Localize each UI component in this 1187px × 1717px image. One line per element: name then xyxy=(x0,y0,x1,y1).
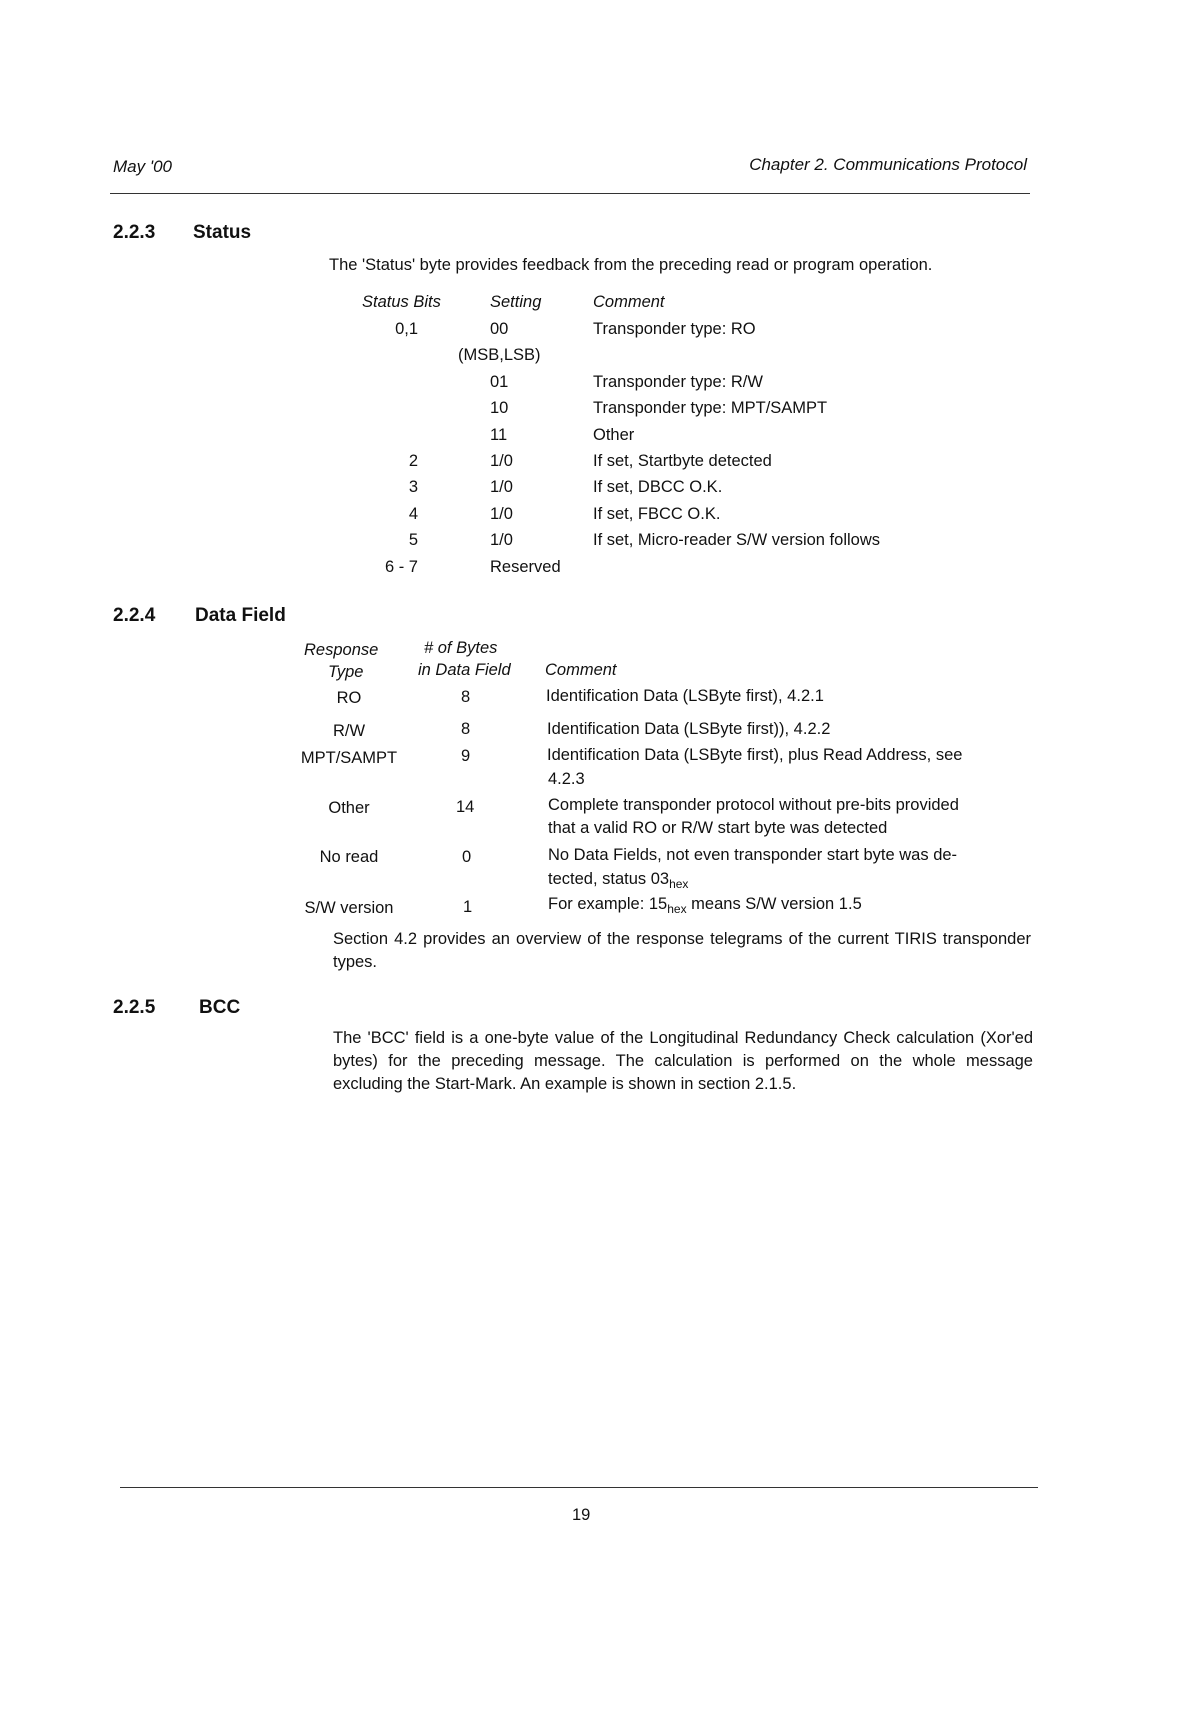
df-row-bytes: 9 xyxy=(461,747,471,765)
df-row-comment: Identification Data (LSByte first), plus Read Address, see xyxy=(547,746,963,764)
status-row-bits: 2 xyxy=(408,452,418,470)
df-row-type: Other xyxy=(328,799,370,817)
data-field-note: Section 4.2 provides an overview of the response telegrams of the current TIRIS transponder types. xyxy=(333,930,1031,971)
status-row-setting: 1/0 xyxy=(490,531,513,549)
status-row-setting: 1/0 xyxy=(490,452,513,470)
status-row-comment: If set, DBCC O.K. xyxy=(593,478,723,496)
header-date: May '00 xyxy=(113,157,172,176)
status-row-comment: Transponder type: RO xyxy=(593,320,756,338)
df-comment-subscript: hex xyxy=(667,902,687,916)
df-row-comment xyxy=(548,894,862,914)
header-chapter: Chapter 2. Communications Protocol xyxy=(749,155,1027,174)
status-row-bits: 6 - 7 xyxy=(384,558,418,576)
df-row-bytes: 0 xyxy=(462,848,472,866)
section-title-data-field: Data Field xyxy=(195,605,286,626)
df-row-comment: Identification Data (LSByte first), 4.2.1 xyxy=(546,687,824,705)
df-row-comment-cont: 4.2.3 xyxy=(548,770,585,788)
df-row-comment: No Data Fields, not even transponder start byte was de- xyxy=(548,846,958,864)
status-row-setting: Reserved xyxy=(490,558,561,576)
status-row-comment: Other xyxy=(593,426,635,444)
status-row-comment: If set, Startbyte detected xyxy=(593,452,772,470)
df-row-type: S/W version xyxy=(304,899,394,917)
df-row-comment-cont xyxy=(548,869,688,889)
df-row-type: R/W xyxy=(332,722,366,740)
df-row-type: No read xyxy=(319,848,379,866)
section-number-status: 2.2.3 xyxy=(113,222,156,243)
status-row-comment: Transponder type: MPT/SAMPT xyxy=(593,399,828,417)
status-row-bits: 5 xyxy=(408,531,418,549)
status-row-bits: 4 xyxy=(408,505,418,523)
df-header-bytes-1: # of Bytes xyxy=(424,639,498,657)
section-number-bcc: 2.2.5 xyxy=(113,997,156,1018)
status-header-comment: Comment xyxy=(593,293,665,311)
section-title-status: Status xyxy=(193,222,252,243)
df-row-bytes: 1 xyxy=(463,898,473,916)
status-row-comment: Transponder type: R/W xyxy=(593,373,763,391)
status-row-setting: 00 xyxy=(490,320,509,338)
df-row-type: RO xyxy=(336,689,362,707)
footer-rule xyxy=(120,1487,1038,1488)
df-row-type: MPT/SAMPT xyxy=(300,749,398,767)
df-row-bytes: 8 xyxy=(461,688,471,706)
status-row-setting: 10 xyxy=(490,399,509,417)
status-row-comment: If set, FBCC O.K. xyxy=(593,505,721,523)
df-header-type-2: Type xyxy=(328,663,364,681)
status-row-bits: 3 xyxy=(408,478,418,496)
df-header-type-1: Response xyxy=(304,641,379,659)
status-row-setting: 1/0 xyxy=(490,505,513,523)
status-intro: The 'Status' byte provides feedback from the preceding read or program operation. xyxy=(329,256,933,274)
bcc-text: The 'BCC' field is a one-byte value of the Longitudinal Redundancy Check calculation (Xor'ed bytes) for the preceding message. The calculation is performed on the whole message excluding the Start-Mark. An example is shown in section 2.1.5. xyxy=(333,1029,1033,1093)
df-header-bytes-2: in Data Field xyxy=(418,661,511,679)
status-row-setting: 01 xyxy=(490,373,509,391)
df-comment-text: means S/W version 1.5 xyxy=(686,895,862,913)
header-rule xyxy=(110,193,1030,194)
df-comment-text: tected, status 03 xyxy=(548,870,670,888)
status-row-setting: (MSB,LSB) xyxy=(458,346,541,364)
status-row-bits: 0,1 xyxy=(395,320,418,338)
df-row-bytes: 8 xyxy=(461,720,471,738)
status-row-setting: 11 xyxy=(490,426,508,444)
df-comment-subscript: hex xyxy=(669,877,689,891)
df-header-comment: Comment xyxy=(545,661,617,679)
section-number-data-field: 2.2.4 xyxy=(113,605,156,626)
df-comment-text: For example: 15 xyxy=(548,895,668,913)
status-row-comment: If set, Micro-reader S/W version follows xyxy=(593,531,880,549)
status-header-bits: Status Bits xyxy=(362,293,441,311)
df-row-comment-cont: that a valid RO or R/W start byte was detected xyxy=(548,819,888,837)
page-number: 19 xyxy=(572,1506,591,1524)
df-row-bytes: 14 xyxy=(456,798,475,816)
df-row-comment: Identification Data (LSByte first)), 4.2.2 xyxy=(547,720,831,738)
section-title-bcc: BCC xyxy=(199,997,241,1018)
status-row-setting: 1/0 xyxy=(490,478,513,496)
df-row-comment: Complete transponder protocol without pre-bits provided xyxy=(548,796,959,814)
status-header-setting: Setting xyxy=(490,293,542,311)
